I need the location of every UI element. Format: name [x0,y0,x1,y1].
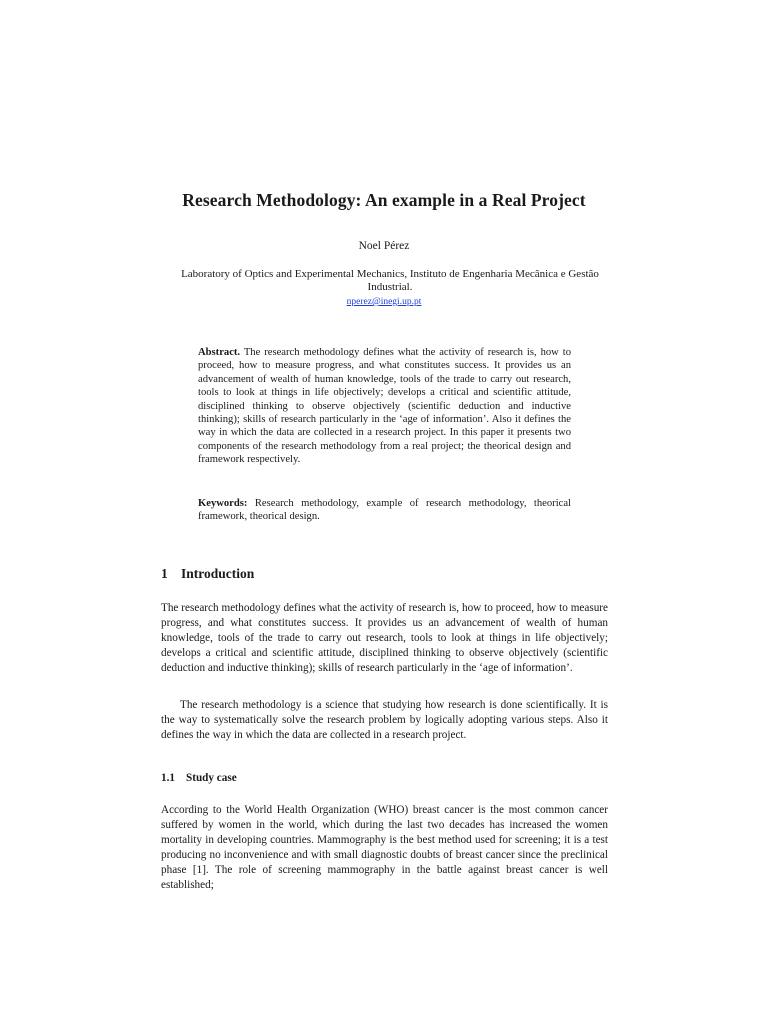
subsection-number: 1.1 [161,772,175,784]
keywords-block [198,497,571,524]
abstract-text: The research methodology defines what the activity of research is, how to proceed, how to measure progress, and what constitutes success. It provides us an advancement of wealth of human knowledge, tools of the trade to carry out research, tools to look at things in life objectively; develops a critical and scientific attitude, disciplined thinking to observe objectively (scientific deduction and inductive thinking); skills of research particularly in the ‘age of information’. Also it defines the way in which the data are collected in a research project. In this paper it presents two components of the research methodology from a real project; the theorical design and framework respectively. [198,347,571,466]
study-case-paragraph-1 [161,803,608,892]
abstract-block [198,346,571,467]
section-number: 1 [161,566,168,581]
keywords-label: Keywords: [198,498,248,509]
section-title: Introduction [181,566,255,581]
subsection-title: Study case [186,772,237,784]
paragraph-text: The research methodology is a science that studying how research is done scientifically. It is the way to systematically solve the research problem by logically adopting various steps. Also it defines the way in which the data are collected in a research project. [161,699,608,741]
abstract-label: Abstract. [198,347,241,358]
email-link[interactable]: nperez@inegi.up.pt [346,297,422,307]
intro-paragraph-1 [161,601,608,676]
author-email [0,297,768,307]
author-affiliation: Laboratory of Optics and Experimental Mechanics, Instituto de Engenharia Mecânica e Gestão Industrial. [181,268,599,293]
keywords-text: Research methodology, example of research methodology, theorical framework, theorical design. [198,498,571,523]
author-name: Noel Pérez [358,240,410,252]
section-heading-introduction [161,566,254,582]
intro-paragraph-2 [161,698,608,743]
paper-title: Research Methodology: An example in a Real Project [182,190,586,210]
paragraph-text: The research methodology defines what the activity of research is, how to proceed, how to measure progress, and what constitutes success. It provides us an advancement of wealth of human knowledge, tools of the trade to carry out research, tools to look at things in life objectively; develops a critical and scientific attitude, disciplined thinking to observe objectively (scientific deduction and inductive thinking); skills of research particularly in the ‘age of information’. [161,602,608,674]
subsection-heading-study-case [161,772,237,784]
paragraph-text: According to the World Health Organization (WHO) breast cancer is the most common cancer suffered by women in the world, which during the last two decades has increased the women mortality in developing countries. Mammography is the best method used for screening; it is a test producing no inconvenience and with small diagnostic doubts of breast cancer since the preclinical phase [1]. The role of screening mammography in the battle against breast cancer is well established; [161,804,608,891]
